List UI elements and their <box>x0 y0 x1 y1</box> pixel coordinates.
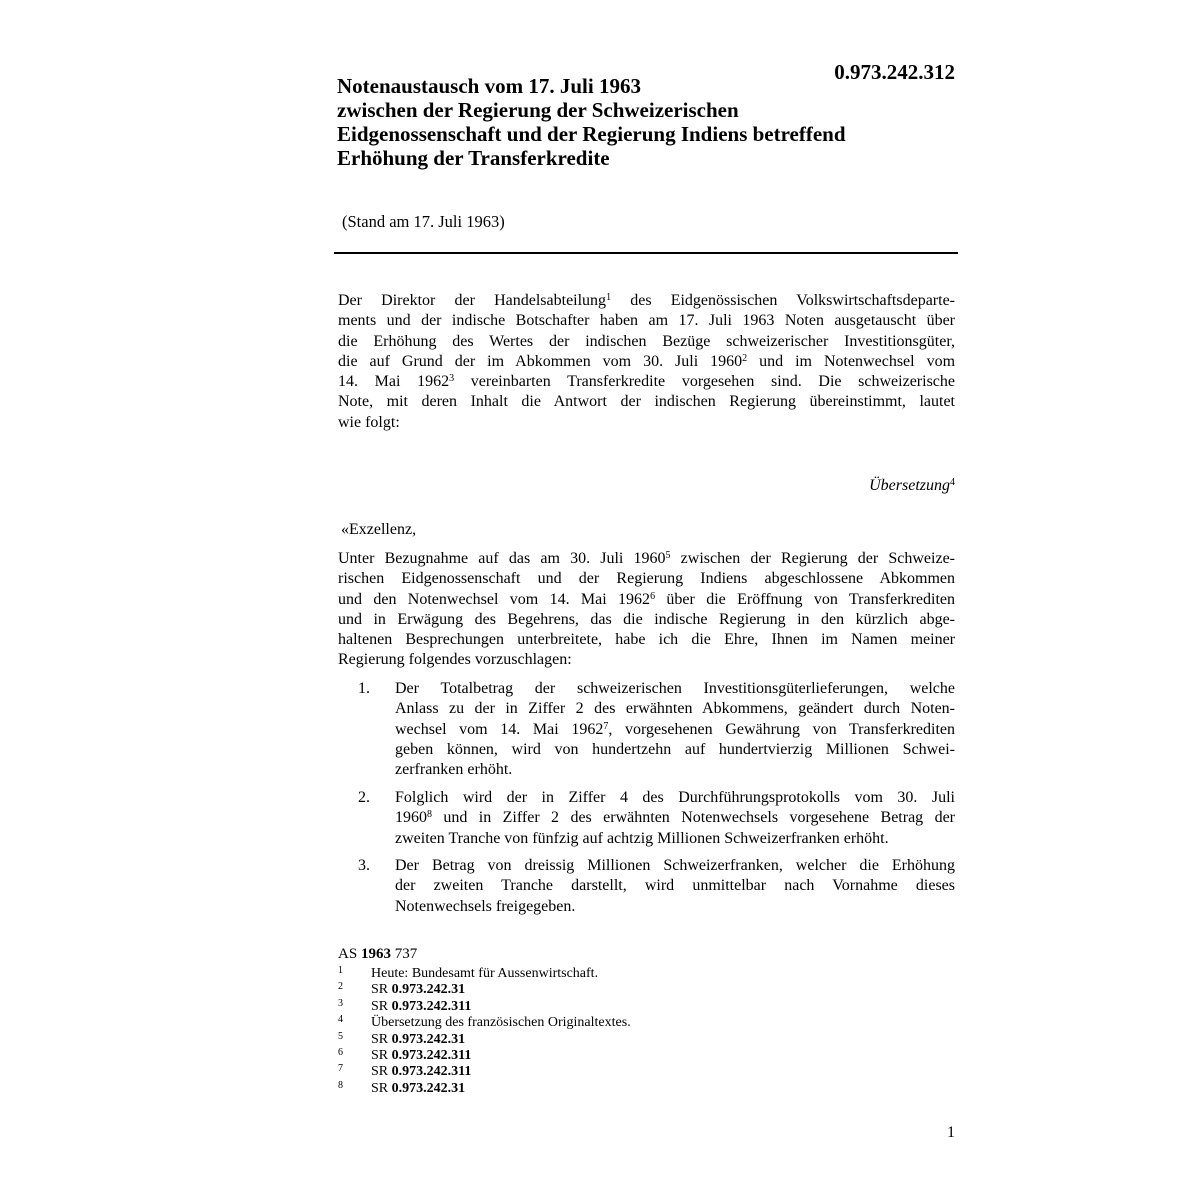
title-line: Erhöhung der Transferkredite <box>337 146 610 170</box>
text-line: ments und der indische Botschafter haben am 17. Juli 1963 Noten ausgetauscht über <box>338 312 955 330</box>
footnote <box>338 1015 955 1031</box>
footnote-ref-3[interactable]: 3 <box>449 373 455 385</box>
text-line: der zweiten Tranche darstellt, wird unmittelbar nach Vornahme dieses <box>395 877 955 895</box>
page-number: 1 <box>947 1124 955 1141</box>
text-line: wie folgt: <box>338 413 400 431</box>
document-title <box>337 74 977 170</box>
text-line: und in Erwägung des Begehrens, das die indische Regierung in den kürzlich abge- <box>338 610 955 628</box>
footnote-number: 4 <box>338 1014 343 1026</box>
footnote-number: 8 <box>338 1079 343 1091</box>
text-line: Anlass zu der in Ziffer 2 des erwähnten Abkommens, geändert durch Noten- <box>395 700 955 718</box>
text-line: Note, mit deren Inhalt die Antwort der indischen Regierung übereinstimmt, lautet <box>338 393 955 411</box>
footnote-number: 2 <box>338 981 343 993</box>
text-line: Folglich wird der in Ziffer 4 des Durchführungsprotokolls vom 30. Juli <box>395 789 955 806</box>
sr-number: 0.973.242.312 <box>834 60 955 84</box>
footnote-text[interactable]: SR 0.973.242.31 <box>371 1031 466 1047</box>
title-line: zwischen der Regierung der Schweizerischen <box>337 98 739 122</box>
footnote-ref-2[interactable]: 2 <box>742 352 748 364</box>
footnote-ref-6[interactable]: 6 <box>650 590 656 602</box>
text-line: die auf Grund der im Abkommen vom 30. Juli 1960$^2$ und im Notenwechsel vom <box>338 352 956 370</box>
footnote <box>338 982 955 998</box>
salutation: «Exzellenz, <box>341 521 417 538</box>
footnote-number: 3 <box>338 997 343 1009</box>
footnote <box>338 1032 955 1048</box>
footnote-text[interactable]: SR 0.973.242.311 <box>371 1064 472 1080</box>
text-line: und den Notenwechsel vom 14. Mai 1962$^6$ über die Eröffnung von Transferkrediten <box>338 590 956 608</box>
title-line: Notenaustausch vom 17. Juli 1963 <box>337 74 641 98</box>
horizontal-rule <box>334 252 958 254</box>
footnote <box>338 1048 955 1064</box>
footnote <box>338 966 955 982</box>
translation-label: Übersetzung$^4$ <box>869 477 955 494</box>
footnote <box>338 1081 955 1097</box>
text-line: Der Betrag von dreissig Millionen Schweizerfranken, welcher die Erhöhung <box>395 857 955 874</box>
footnote-text[interactable]: SR 0.973.242.311 <box>371 998 472 1014</box>
text-line: Der Direktor der Handelsabteilung$^1$ des Eidgenössischen Volkswirtschaftsdeparte- <box>338 292 955 309</box>
text-line: die Erhöhung des Wertes der indischen Bezüge schweizerischer Investitionsgüter, <box>338 332 955 350</box>
footnote-ref-7[interactable]: 7 <box>603 720 609 732</box>
text-line: 1960$^8$ und in Ziffer 2 des erwähnten Notenwechsels vorgesehene Betrag der <box>395 809 955 827</box>
text-line: Der Totalbetrag der schweizerischen Investitionsgüterlieferungen, welche <box>395 680 955 697</box>
footnote-text: Übersetzung des französischen Originaltextes. <box>371 1015 631 1031</box>
list-number: 3. <box>358 857 370 874</box>
footnote <box>338 1064 955 1080</box>
intro-paragraph <box>338 291 955 433</box>
text-line: wechsel vom 14. Mai 1962$^7$, vorgesehenen Gewährung von Transferkrediten <box>395 720 955 738</box>
footnote-number: 6 <box>338 1046 343 1058</box>
list-number: 2. <box>358 789 370 806</box>
footnote-number: 1 <box>338 965 343 976</box>
list-text <box>395 788 955 849</box>
letter-paragraph <box>338 549 955 671</box>
footnote-text: Heute: Bundesamt für Aussenwirtschaft. <box>371 966 599 981</box>
text-line: 14. Mai 1962$^3$ vereinbarten Transferkredite vorgesehen sind. Die schweizerische <box>338 373 955 391</box>
footnote-text[interactable]: SR 0.973.242.311 <box>371 1047 472 1063</box>
text-line: zerfranken erhöht. <box>395 761 513 779</box>
text-line: rischen Eidgenossenschaft und der Regierung Indiens abgeschlossene Abkommen <box>338 570 955 588</box>
footnote-number: 7 <box>338 1063 343 1075</box>
text-line: geben können, wird von hundertzehn auf hundertvierzig Millionen Schwei- <box>395 740 955 758</box>
text-line: haltenen Besprechungen unterbreitete, habe ich die Ehre, Ihnen im Namen meiner <box>338 631 955 649</box>
text-line: Notenwechsels freigegeben. <box>395 897 576 915</box>
footnote-number: 5 <box>338 1030 343 1042</box>
footnote <box>338 999 955 1015</box>
text-line: Regierung folgendes vorzuschlagen: <box>338 651 572 669</box>
footnote-ref-5[interactable]: 5 <box>665 550 671 561</box>
list-text <box>395 856 955 917</box>
text-line: zweiten Tranche von fünfzig auf achtzig Millionen Schweizerfranken erhöht. <box>395 829 889 847</box>
footnote-ref-8[interactable]: 8 <box>427 809 432 821</box>
title-line: Eidgenossenschaft und der Regierung Indiens betreffend <box>337 122 846 146</box>
footnote-text[interactable]: SR 0.973.242.31 <box>371 1080 466 1096</box>
list-text <box>395 679 955 780</box>
footnotes <box>338 966 955 1097</box>
footnote-ref-4[interactable]: 4 <box>950 477 955 488</box>
status-date: (Stand am 17. Juli 1963) <box>342 212 505 231</box>
list-number: 1. <box>358 680 370 697</box>
text-line: Unter Bezugnahme auf das am 30. Juli 1960$^5$ zwischen der Regierung der Schweize- <box>338 550 956 567</box>
footnote-ref-1[interactable]: 1 <box>606 292 612 303</box>
footnote-text[interactable]: SR 0.973.242.31 <box>371 982 466 998</box>
official-collection-reference: AS 1963 737 <box>338 946 418 962</box>
